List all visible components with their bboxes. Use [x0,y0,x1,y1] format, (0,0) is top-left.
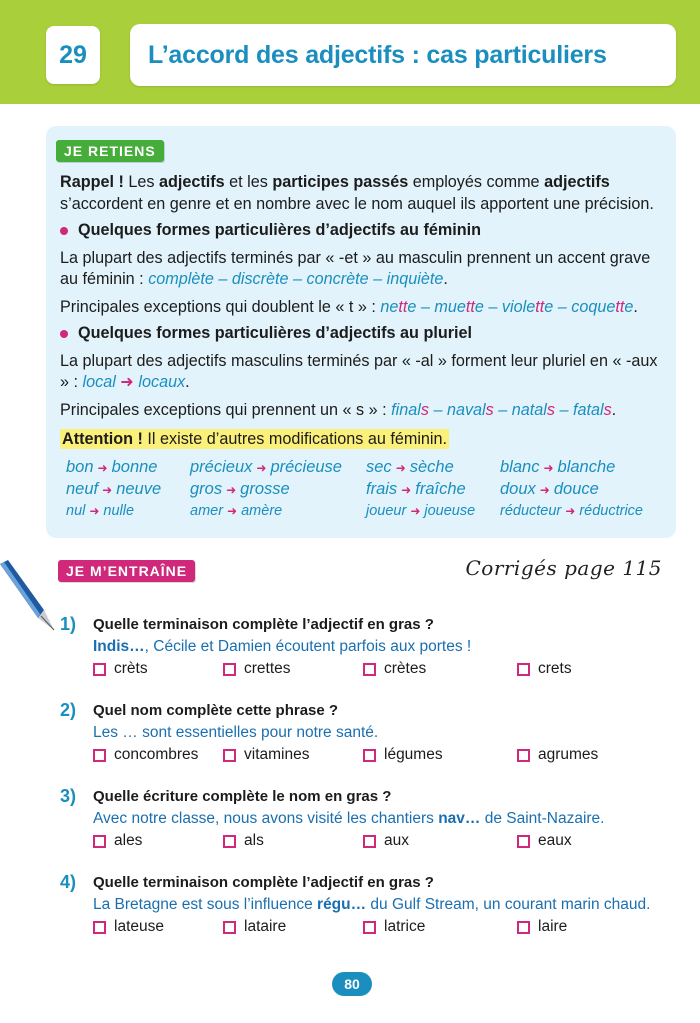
answer-option[interactable]: als [223,830,363,852]
question-3 [60,786,670,852]
pair-item: doux ➜ douce [500,479,599,498]
question-4 [60,872,670,938]
pair-item: frais ➜ fraîche [366,479,466,498]
feminin-rule: La plupart des adjectifs terminés par « -et » au masculin prennent un accent grave au féminin : complète – discrète – concrète – inquiète. [60,248,651,288]
pair-item: blanc ➜ blanche [500,457,616,476]
question-number: 1) [60,614,77,634]
corriges-link: Corrigés page 115 [465,556,662,580]
title-box [130,24,676,86]
answer-option[interactable]: vitamines [223,744,363,766]
feminin-exceptions: Principales exceptions qui doublent le « t » : nette – muette – violette – coquette. [60,297,638,316]
je-mentraine-tag: JE M’ENTRAÎNE [58,560,195,582]
question-text: Quelle terminaison complète l’adjectif en gras ? [93,874,434,891]
pluriel-heading: Quelques formes particulières d’adjectifs au pluriel [60,323,666,345]
checkbox-icon[interactable] [93,835,106,848]
answer-option[interactable]: laire [517,916,657,938]
arrow-icon: ➜ [120,373,134,391]
answer-option[interactable]: lateuse [93,916,223,938]
feminin-examples: complète – discrète – concrète – inquiète [148,270,444,288]
answer-option[interactable]: ales [93,830,223,852]
question-text: Quelle terminaison complète l’adjectif en gras ? [93,616,434,633]
question-number: 3) [60,786,77,806]
pair-item: bon ➜ bonne [66,457,158,476]
checkbox-icon[interactable] [517,663,530,676]
checkbox-icon[interactable] [223,921,236,934]
answer-option[interactable]: crets [517,658,657,680]
question-text: Quelle écriture complète le nom en gras ? [93,788,392,805]
answer-option[interactable]: légumes [363,744,517,766]
pair-item: sec ➜ sèche [366,457,454,476]
answer-option[interactable]: eaux [517,830,657,852]
pluriel-exceptions: Principales exceptions qui prennent un « s » : finals – navals – natals – fatals. [60,400,617,419]
pair-item: neuf ➜ neuve [66,479,162,498]
checkbox-icon[interactable] [363,749,376,762]
attention-note: Attention ! Il existe d’autres modifications au féminin. [62,430,448,448]
answer-option[interactable]: latrice [363,916,517,938]
feminin-heading: Quelques formes particulières d’adjectifs au féminin [60,220,666,242]
answer-option[interactable]: crèts [93,658,223,680]
pair-item: précieux ➜ précieuse [190,457,342,476]
pluriel-rule: La plupart des adjectifs masculins terminés par « -al » forment leur pluriel en « -aux » : local ➜ locaux. [60,351,658,391]
checkbox-icon[interactable] [223,835,236,848]
checkbox-icon[interactable] [517,749,530,762]
pair-item: gros ➜ grosse [190,479,290,498]
question-statement: Les … sont essentielles pour notre santé. [93,724,379,741]
lesson-number: 29 [46,26,100,84]
page-number: 80 [332,972,372,996]
rappel-paragraph: Rappel ! Les adjectifs et les participes passés employés comme adjectifs s’accordent en genre et en nombre avec le nom auquel ils apportent une précision. [60,173,654,213]
question-2 [60,700,670,766]
checkbox-icon[interactable] [223,749,236,762]
question-number: 2) [60,700,77,720]
answer-option[interactable]: crètes [363,658,517,680]
question-statement: La Bretagne est sous l’influence régu… du Gulf Stream, un courant marin chaud. [93,896,651,913]
page-title: L’accord des adjectifs : cas particuliers [148,40,607,69]
checkbox-icon[interactable] [93,749,106,762]
checkbox-icon[interactable] [517,921,530,934]
pair-item: joueur ➜ joueuse [366,502,476,519]
answer-option[interactable]: agrumes [517,744,657,766]
answer-option[interactable]: lataire [223,916,363,938]
answer-option[interactable]: crettes [223,658,363,680]
checkbox-icon[interactable] [93,663,106,676]
pair-item: nul ➜ nulle [66,502,135,519]
checkbox-icon[interactable] [363,921,376,934]
retiens-body [60,172,666,522]
checkbox-icon[interactable] [517,835,530,848]
answer-option[interactable]: aux [363,830,517,852]
feminine-pairs-grid [60,457,666,522]
question-text: Quel nom complète cette phrase ? [93,702,339,719]
answer-option[interactable]: concombres [93,744,223,766]
question-statement: Avec notre classe, nous avons visité les chantiers nav… de Saint-Nazaire. [93,810,605,827]
checkbox-icon[interactable] [93,921,106,934]
question-1 [60,614,670,680]
checkbox-icon[interactable] [363,663,376,676]
checkbox-icon[interactable] [363,835,376,848]
question-number: 4) [60,872,77,892]
pair-item: réducteur ➜ réductrice [500,502,643,519]
je-retiens-box [46,126,676,538]
fountain-pen-icon [0,560,60,640]
bullet-dot-icon [60,227,68,235]
checkbox-icon[interactable] [223,663,236,676]
pair-item: amer ➜ amère [190,502,283,519]
question-statement: Indis…, Cécile et Damien écoutent parfois aux portes ! [93,638,472,655]
je-retiens-tag: JE RETIENS [56,140,164,162]
bullet-dot-icon [60,330,68,338]
